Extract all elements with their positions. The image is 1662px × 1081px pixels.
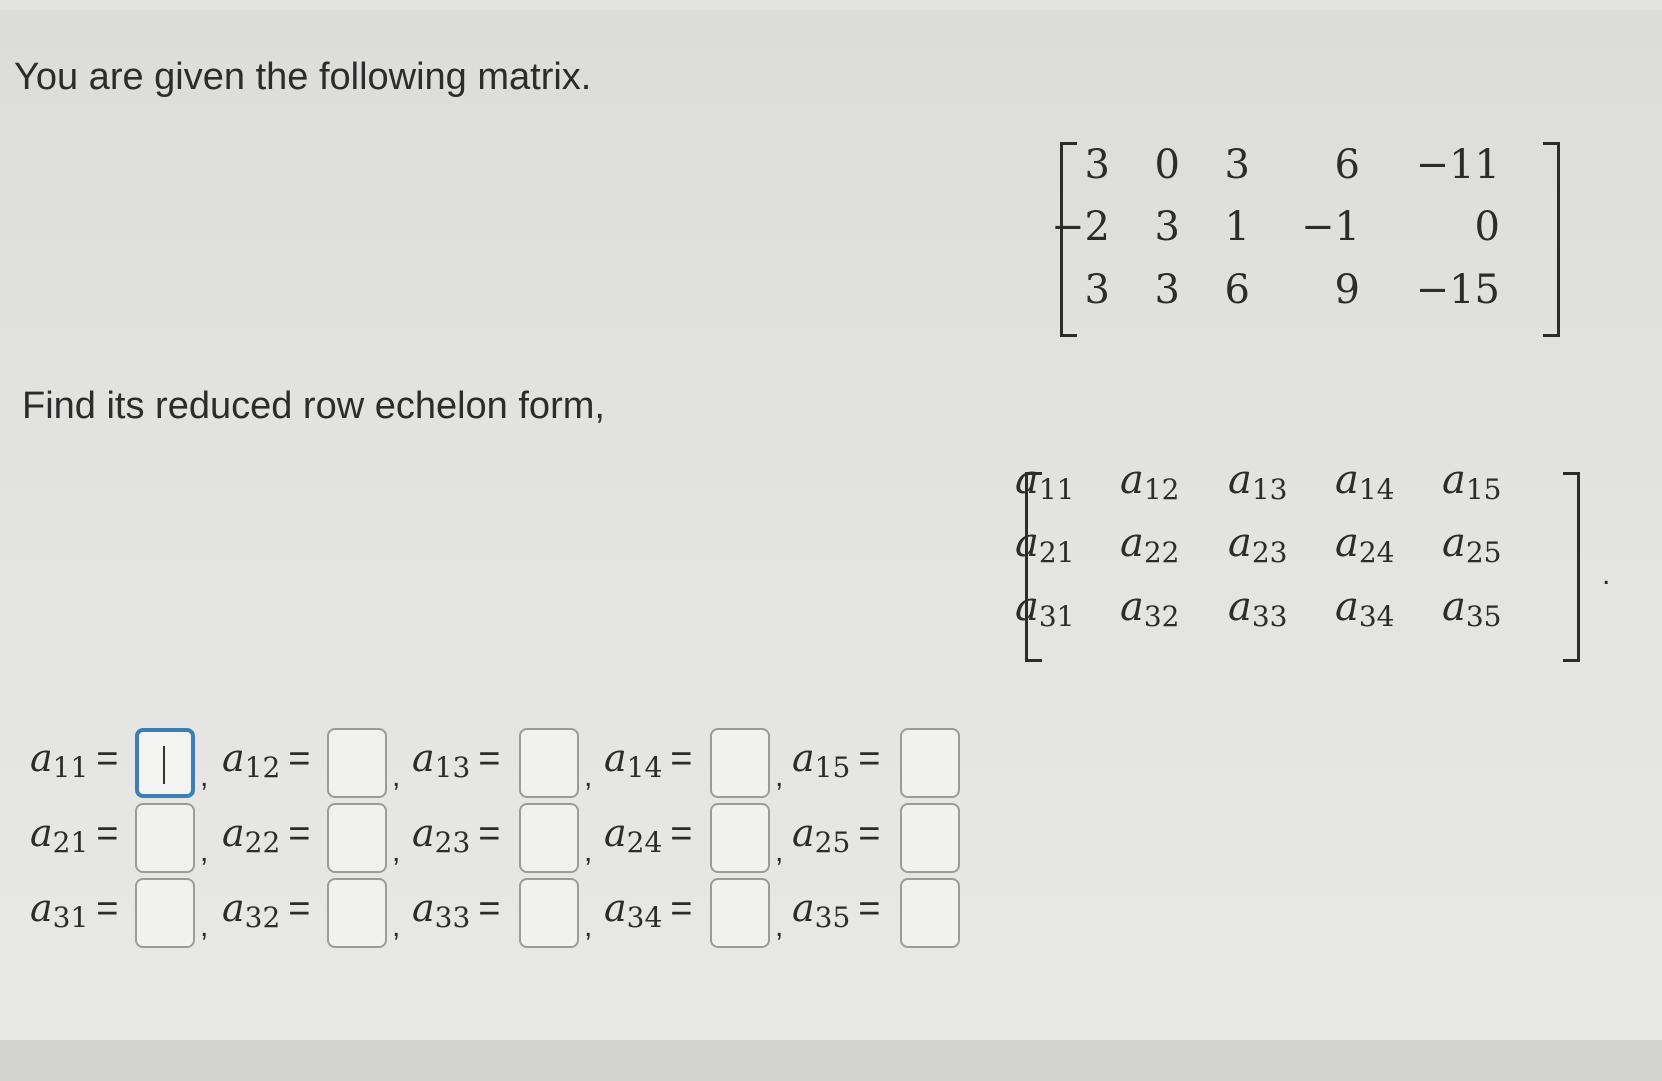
given-matrix-cell: 6 <box>1224 267 1250 313</box>
symbolic-matrix-entry: $a_{32}$ <box>1120 584 1180 633</box>
answer-label-a34: $a_{34}$ = <box>604 886 693 934</box>
comma-separator: , <box>584 835 593 868</box>
answer-label-a11: $a_{11}$ = <box>30 736 119 784</box>
comma-separator: , <box>584 760 593 793</box>
find-text: Find its reduced row echelon form, <box>22 385 605 427</box>
comma-separator: , <box>775 835 784 868</box>
answer-label-a21: $a_{21}$ = <box>30 811 119 859</box>
comma-separator: , <box>200 760 209 793</box>
symbolic-matrix-entry: $a_{31}$ <box>1015 584 1075 633</box>
matrix-period: . <box>1602 558 1611 591</box>
symbolic-matrix-entry: $a_{34}$ <box>1335 584 1395 633</box>
given-matrix-cell: −11 <box>1415 142 1500 188</box>
symbolic-matrix-entry: $a_{35}$ <box>1442 584 1502 633</box>
symbolic-matrix-entry: $a_{13}$ <box>1228 457 1288 506</box>
comma-separator: , <box>775 910 784 943</box>
answer-input-a25[interactable] <box>900 803 960 873</box>
given-matrix-cell: 3 <box>1084 267 1110 313</box>
comma-separator: , <box>200 910 209 943</box>
answer-input-a14[interactable] <box>710 728 770 798</box>
comma-separator: , <box>392 760 401 793</box>
answer-label-a35: $a_{35}$ = <box>792 886 881 934</box>
given-matrix-cell: 3 <box>1084 142 1110 188</box>
symbolic-matrix <box>1015 457 1580 662</box>
answer-input-a15[interactable] <box>900 728 960 798</box>
answer-label-a32: $a_{32}$ = <box>222 886 311 934</box>
right-bracket <box>1563 472 1580 662</box>
answer-label-a22: $a_{22}$ = <box>222 811 311 859</box>
answer-label-a33: $a_{33}$ = <box>412 886 501 934</box>
comma-separator: , <box>200 835 209 868</box>
given-matrix-cell: 3 <box>1154 204 1180 250</box>
text-caret <box>163 746 165 784</box>
bottom-strip <box>0 1040 1662 1081</box>
answer-label-a23: $a_{23}$ = <box>412 811 501 859</box>
answer-input-a22[interactable] <box>327 803 387 873</box>
given-matrix-cell: −1 <box>1301 204 1360 250</box>
answer-input-a33[interactable] <box>519 878 579 948</box>
symbolic-matrix-entry: $a_{21}$ <box>1015 520 1075 569</box>
answer-input-a34[interactable] <box>710 878 770 948</box>
comma-separator: , <box>392 835 401 868</box>
symbolic-matrix-entry: $a_{14}$ <box>1335 457 1395 506</box>
answer-label-a12: $a_{12}$ = <box>222 736 311 784</box>
given-matrix-cell: 0 <box>1154 142 1180 188</box>
symbolic-matrix-entry: $a_{15}$ <box>1442 457 1502 506</box>
comma-separator: , <box>392 910 401 943</box>
answer-label-a24: $a_{24}$ = <box>604 811 693 859</box>
symbolic-matrix-entry: $a_{22}$ <box>1120 520 1180 569</box>
given-matrix-cell: 0 <box>1474 204 1500 250</box>
symbolic-matrix-entry: $a_{12}$ <box>1120 457 1180 506</box>
given-matrix-cell: 1 <box>1224 204 1250 250</box>
symbolic-matrix-entry: $a_{25}$ <box>1442 520 1502 569</box>
answer-input-a24[interactable] <box>710 803 770 873</box>
comma-separator: , <box>775 760 784 793</box>
comma-separator: , <box>584 910 593 943</box>
given-matrix-cell: −2 <box>1051 204 1110 250</box>
answer-input-a11[interactable] <box>135 728 195 798</box>
answer-label-a25: $a_{25}$ = <box>792 811 881 859</box>
answer-input-a23[interactable] <box>519 803 579 873</box>
answer-label-a15: $a_{15}$ = <box>792 736 881 784</box>
symbolic-matrix-entry: $a_{24}$ <box>1335 520 1395 569</box>
answer-label-a14: $a_{14}$ = <box>604 736 693 784</box>
answer-input-a13[interactable] <box>519 728 579 798</box>
answer-input-a21[interactable] <box>135 803 195 873</box>
given-matrix-cell: 3 <box>1154 267 1180 313</box>
answer-input-a32[interactable] <box>327 878 387 948</box>
symbolic-matrix-entry: $a_{11}$ <box>1015 457 1075 506</box>
given-matrix-cell: 9 <box>1334 267 1360 313</box>
intro-text: You are given the following matrix. <box>14 56 592 98</box>
symbolic-matrix-entry: $a_{23}$ <box>1228 520 1288 569</box>
given-matrix-cell: 3 <box>1224 142 1250 188</box>
answer-label-a13: $a_{13}$ = <box>412 736 501 784</box>
answer-input-a31[interactable] <box>135 878 195 948</box>
given-matrix-cell: −15 <box>1415 267 1500 313</box>
answer-input-a12[interactable] <box>327 728 387 798</box>
symbolic-matrix-entry: $a_{33}$ <box>1228 584 1288 633</box>
answer-label-a31: $a_{31}$ = <box>30 886 119 934</box>
right-bracket <box>1543 142 1560 337</box>
given-matrix-cell: 6 <box>1334 142 1360 188</box>
answer-input-a35[interactable] <box>900 878 960 948</box>
given-matrix <box>1051 142 1560 337</box>
